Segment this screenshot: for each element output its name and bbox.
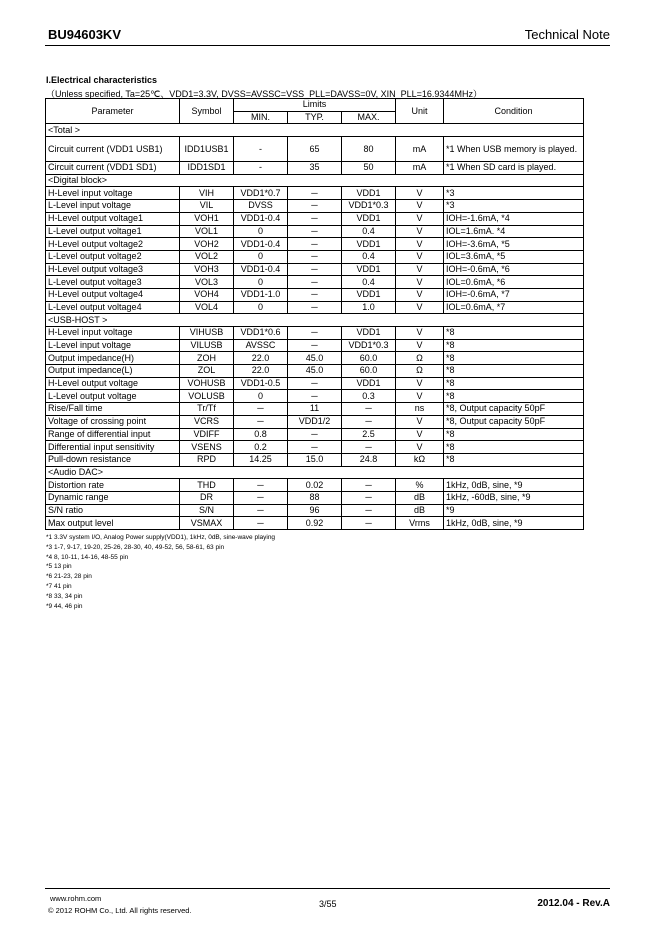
table-row bbox=[46, 238, 584, 251]
row-typ: ─ bbox=[288, 225, 342, 238]
footnote: *7 41 pin bbox=[46, 582, 72, 590]
row-max: VDD1 bbox=[342, 327, 396, 340]
row-min: VDD1-0.4 bbox=[234, 263, 288, 276]
table-row bbox=[46, 415, 584, 428]
row-typ: ─ bbox=[288, 301, 342, 314]
row-min: AVSSC bbox=[234, 339, 288, 352]
row-min: 0.2 bbox=[234, 441, 288, 454]
footer-url: www.rohm.com bbox=[50, 894, 102, 903]
row-unit: V bbox=[396, 390, 444, 403]
row-min: - bbox=[234, 137, 288, 162]
header-typ: TYP. bbox=[288, 111, 342, 124]
row-unit: V bbox=[396, 238, 444, 251]
row-parameter: Differential input sensitivity bbox=[46, 441, 180, 454]
section-conditions: （Unless specified, Ta=25℃、VDD1=3.3V, DVSS=AVSSC=VSS_PLL=DAVSS=0V, XIN_PLL=16.9344MHz） bbox=[46, 89, 482, 99]
row-condition: *8 bbox=[444, 390, 584, 403]
group-label: <Digital block> bbox=[46, 174, 584, 187]
row-min: ─ bbox=[234, 415, 288, 428]
row-parameter: Output impedance(L) bbox=[46, 365, 180, 378]
row-unit: V bbox=[396, 415, 444, 428]
header-symbol: Symbol bbox=[180, 99, 234, 124]
footnote: *1 3.3V system I/O, Analog Power supply(VDD1), 1kHz, 0dB, sine-wave playing bbox=[46, 534, 276, 541]
row-condition: *1 When USB memory is played. bbox=[444, 137, 584, 162]
row-max: ─ bbox=[342, 415, 396, 428]
table-row bbox=[46, 250, 584, 263]
row-min: VDD1-0.4 bbox=[234, 212, 288, 225]
footer-copyright: © 2012 ROHM Co., Ltd. All rights reserved. bbox=[48, 906, 192, 915]
row-typ: ─ bbox=[288, 441, 342, 454]
row-parameter: Rise/Fall time bbox=[46, 403, 180, 416]
row-condition: *8 bbox=[444, 339, 584, 352]
row-symbol: ZOL bbox=[180, 365, 234, 378]
row-unit: Vrms bbox=[396, 517, 444, 530]
table-row bbox=[46, 504, 584, 517]
row-min: 22.0 bbox=[234, 365, 288, 378]
row-typ: VDD1/2 bbox=[288, 415, 342, 428]
row-condition: *8, Output capacity 50pF bbox=[444, 403, 584, 416]
row-min: ─ bbox=[234, 504, 288, 517]
row-symbol: VOH1 bbox=[180, 212, 234, 225]
row-condition: IOL=1.6mA. *4 bbox=[444, 225, 584, 238]
row-symbol: VSMAX bbox=[180, 517, 234, 530]
group-row bbox=[46, 174, 584, 187]
row-unit: mA bbox=[396, 162, 444, 175]
row-parameter: Dynamic range bbox=[46, 491, 180, 504]
row-unit: V bbox=[396, 428, 444, 441]
row-condition: *9 bbox=[444, 504, 584, 517]
row-max: 50 bbox=[342, 162, 396, 175]
row-condition: *8, Output capacity 50pF bbox=[444, 415, 584, 428]
row-max: VDD1*0.3 bbox=[342, 339, 396, 352]
row-min: VDD1-1.0 bbox=[234, 288, 288, 301]
row-max: 80 bbox=[342, 137, 396, 162]
row-parameter: H-Level output voltage4 bbox=[46, 288, 180, 301]
row-min: VDD1-0.5 bbox=[234, 377, 288, 390]
row-typ: 0.02 bbox=[288, 479, 342, 492]
row-condition: *8 bbox=[444, 365, 584, 378]
row-max: 60.0 bbox=[342, 352, 396, 365]
group-row bbox=[46, 124, 584, 137]
table-row bbox=[46, 200, 584, 213]
row-parameter: Max output level bbox=[46, 517, 180, 530]
row-typ: 0.92 bbox=[288, 517, 342, 530]
row-max: 60.0 bbox=[342, 365, 396, 378]
row-condition: *8 bbox=[444, 377, 584, 390]
row-unit: V bbox=[396, 212, 444, 225]
row-parameter: L-Level output voltage2 bbox=[46, 250, 180, 263]
row-unit: V bbox=[396, 225, 444, 238]
electrical-characteristics-table bbox=[45, 98, 584, 530]
row-min: 0 bbox=[234, 390, 288, 403]
table-row bbox=[46, 212, 584, 225]
row-min: ─ bbox=[234, 517, 288, 530]
row-symbol: S/N bbox=[180, 504, 234, 517]
footnote: *6 21-23, 28 pin bbox=[46, 573, 92, 581]
row-typ: ─ bbox=[288, 212, 342, 225]
row-typ: ─ bbox=[288, 377, 342, 390]
row-unit: % bbox=[396, 479, 444, 492]
row-unit: mA bbox=[396, 137, 444, 162]
row-symbol: VILUSB bbox=[180, 339, 234, 352]
row-typ: 45.0 bbox=[288, 352, 342, 365]
row-unit: V bbox=[396, 276, 444, 289]
row-parameter: Voltage of crossing point bbox=[46, 415, 180, 428]
row-typ: ─ bbox=[288, 200, 342, 213]
group-label: <USB-HOST > bbox=[46, 314, 584, 327]
row-condition: *8 bbox=[444, 327, 584, 340]
row-unit: V bbox=[396, 301, 444, 314]
row-max: 2.5 bbox=[342, 428, 396, 441]
row-unit: V bbox=[396, 377, 444, 390]
row-min: ─ bbox=[234, 479, 288, 492]
row-typ: 45.0 bbox=[288, 365, 342, 378]
row-condition: 1kHz, 0dB, sine, *9 bbox=[444, 479, 584, 492]
row-min: 0 bbox=[234, 225, 288, 238]
row-parameter: H-Level input voltage bbox=[46, 327, 180, 340]
row-parameter: Circuit current (VDD1 SD1) bbox=[46, 162, 180, 175]
row-min: 0.8 bbox=[234, 428, 288, 441]
row-symbol: VIH bbox=[180, 187, 234, 200]
section-title: I.Electrical characteristics bbox=[46, 75, 158, 85]
group-label: <Audio DAC> bbox=[46, 466, 584, 479]
row-typ: ─ bbox=[288, 187, 342, 200]
row-symbol: VOL3 bbox=[180, 276, 234, 289]
row-min: ─ bbox=[234, 403, 288, 416]
row-symbol: Tr/Tf bbox=[180, 403, 234, 416]
row-max: ─ bbox=[342, 403, 396, 416]
row-condition: *8 bbox=[444, 453, 584, 466]
row-typ: ─ bbox=[288, 250, 342, 263]
header-min: MIN. bbox=[234, 111, 288, 124]
header-max: MAX. bbox=[342, 111, 396, 124]
row-min: ─ bbox=[234, 491, 288, 504]
row-unit: dB bbox=[396, 491, 444, 504]
row-unit: ns bbox=[396, 403, 444, 416]
header-unit: Unit bbox=[396, 99, 444, 124]
row-symbol: VIHUSB bbox=[180, 327, 234, 340]
table-body bbox=[46, 124, 584, 530]
row-typ: 96 bbox=[288, 504, 342, 517]
revision: 2012.04 - Rev.A bbox=[537, 898, 610, 909]
row-parameter: Output impedance(H) bbox=[46, 352, 180, 365]
row-max: 0.4 bbox=[342, 225, 396, 238]
row-max: ─ bbox=[342, 504, 396, 517]
footer-divider bbox=[45, 888, 610, 889]
row-condition: IOL=3.6mA, *5 bbox=[444, 250, 584, 263]
row-condition: 1kHz, 0dB, sine, *9 bbox=[444, 517, 584, 530]
row-parameter: L-Level input voltage bbox=[46, 200, 180, 213]
row-max: 0.4 bbox=[342, 276, 396, 289]
row-unit: dB bbox=[396, 504, 444, 517]
row-max: 0.4 bbox=[342, 250, 396, 263]
row-typ: ─ bbox=[288, 390, 342, 403]
row-symbol: VOH4 bbox=[180, 288, 234, 301]
row-min: DVSS bbox=[234, 200, 288, 213]
row-condition: *8 bbox=[444, 352, 584, 365]
row-parameter: L-Level output voltage bbox=[46, 390, 180, 403]
row-condition: *8 bbox=[444, 428, 584, 441]
table-row bbox=[46, 403, 584, 416]
row-parameter: Pull-down resistance bbox=[46, 453, 180, 466]
header-divider bbox=[45, 45, 610, 46]
row-condition: IOH=-0.6mA, *7 bbox=[444, 288, 584, 301]
row-min: - bbox=[234, 162, 288, 175]
row-typ: 15.0 bbox=[288, 453, 342, 466]
row-symbol: VOHUSB bbox=[180, 377, 234, 390]
row-symbol: VOL4 bbox=[180, 301, 234, 314]
table-row bbox=[46, 479, 584, 492]
row-typ: 11 bbox=[288, 403, 342, 416]
row-parameter: L-Level output voltage3 bbox=[46, 276, 180, 289]
row-typ: 88 bbox=[288, 491, 342, 504]
row-max: VDD1*0.3 bbox=[342, 200, 396, 213]
row-max: 0.3 bbox=[342, 390, 396, 403]
row-condition: *3 bbox=[444, 200, 584, 213]
row-parameter: Distortion rate bbox=[46, 479, 180, 492]
row-unit: V bbox=[396, 327, 444, 340]
row-parameter: H-Level output voltage2 bbox=[46, 238, 180, 251]
row-symbol: IDD1SD1 bbox=[180, 162, 234, 175]
row-parameter: L-Level output voltage1 bbox=[46, 225, 180, 238]
row-symbol: VOH2 bbox=[180, 238, 234, 251]
row-unit: Ω bbox=[396, 352, 444, 365]
row-parameter: Range of differential input bbox=[46, 428, 180, 441]
row-min: VDD1-0.4 bbox=[234, 238, 288, 251]
row-parameter: H-Level input voltage bbox=[46, 187, 180, 200]
table-row bbox=[46, 339, 584, 352]
table-row bbox=[46, 377, 584, 390]
header-condition: Condition bbox=[444, 99, 584, 124]
document-type: Technical Note bbox=[524, 27, 610, 42]
row-unit: V bbox=[396, 263, 444, 276]
footnote: *5 13 pin bbox=[46, 563, 72, 571]
footnote: *4 8, 10-11, 14-16, 48-55 pin bbox=[46, 553, 129, 561]
row-condition: IOH=-0.6mA, *6 bbox=[444, 263, 584, 276]
row-typ: ─ bbox=[288, 276, 342, 289]
row-unit: kΩ bbox=[396, 453, 444, 466]
row-unit: V bbox=[396, 200, 444, 213]
row-min: 22.0 bbox=[234, 352, 288, 365]
row-max: 24.8 bbox=[342, 453, 396, 466]
table-row bbox=[46, 187, 584, 200]
row-unit: V bbox=[396, 288, 444, 301]
group-row bbox=[46, 314, 584, 327]
table-row bbox=[46, 491, 584, 504]
row-min: VDD1*0.6 bbox=[234, 327, 288, 340]
row-max: 1.0 bbox=[342, 301, 396, 314]
row-max: VDD1 bbox=[342, 263, 396, 276]
table-row bbox=[46, 365, 584, 378]
row-unit: V bbox=[396, 187, 444, 200]
row-max: VDD1 bbox=[342, 212, 396, 225]
footnotes bbox=[46, 533, 275, 611]
table-row bbox=[46, 263, 584, 276]
footnote: *8 33, 34 pin bbox=[46, 592, 83, 600]
footnote: *3 1-7, 9-17, 19-20, 25-26, 28-30, 40, 49-52, 56, 58-61, 63 pin bbox=[46, 543, 225, 551]
row-unit: V bbox=[396, 441, 444, 454]
table-row bbox=[46, 517, 584, 530]
table-row bbox=[46, 453, 584, 466]
row-unit: Ω bbox=[396, 365, 444, 378]
row-condition: *8 bbox=[444, 441, 584, 454]
row-typ: ─ bbox=[288, 339, 342, 352]
row-symbol: VOH3 bbox=[180, 263, 234, 276]
row-max: ─ bbox=[342, 479, 396, 492]
group-label: <Total > bbox=[46, 124, 584, 137]
table-row bbox=[46, 352, 584, 365]
row-parameter: H-Level output voltage bbox=[46, 377, 180, 390]
row-symbol: VSENS bbox=[180, 441, 234, 454]
table-row bbox=[46, 428, 584, 441]
page-number: 3/55 bbox=[319, 899, 337, 909]
header-parameter: Parameter bbox=[46, 99, 180, 124]
part-number: BU94603KV bbox=[48, 27, 121, 42]
row-condition: *3 bbox=[444, 187, 584, 200]
table-row bbox=[46, 288, 584, 301]
row-typ: ─ bbox=[288, 288, 342, 301]
row-max: ─ bbox=[342, 441, 396, 454]
row-symbol: RPD bbox=[180, 453, 234, 466]
table-row bbox=[46, 162, 584, 175]
row-min: 0 bbox=[234, 276, 288, 289]
table-row bbox=[46, 276, 584, 289]
row-symbol: VCRS bbox=[180, 415, 234, 428]
table-row bbox=[46, 301, 584, 314]
row-unit: V bbox=[396, 250, 444, 263]
footnote: *9 44, 46 pin bbox=[46, 602, 83, 610]
row-max: VDD1 bbox=[342, 377, 396, 390]
row-symbol: ZOH bbox=[180, 352, 234, 365]
row-min: 14.25 bbox=[234, 453, 288, 466]
row-symbol: VDIFF bbox=[180, 428, 234, 441]
row-condition: IOL=0.6mA, *7 bbox=[444, 301, 584, 314]
row-symbol: VOL2 bbox=[180, 250, 234, 263]
row-condition: *1 When SD card is played. bbox=[444, 162, 584, 175]
row-max: VDD1 bbox=[342, 288, 396, 301]
table-row bbox=[46, 441, 584, 454]
row-typ: 35 bbox=[288, 162, 342, 175]
row-typ: ─ bbox=[288, 263, 342, 276]
row-min: 0 bbox=[234, 250, 288, 263]
row-symbol: DR bbox=[180, 491, 234, 504]
row-condition: IOH=-1.6mA, *4 bbox=[444, 212, 584, 225]
row-max: VDD1 bbox=[342, 238, 396, 251]
row-min: VDD1*0.7 bbox=[234, 187, 288, 200]
row-max: VDD1 bbox=[342, 187, 396, 200]
row-condition: IOL=0.6mA, *6 bbox=[444, 276, 584, 289]
row-max: ─ bbox=[342, 491, 396, 504]
row-symbol: VOL1 bbox=[180, 225, 234, 238]
row-typ: ─ bbox=[288, 428, 342, 441]
table-row bbox=[46, 137, 584, 162]
row-parameter: Circuit current (VDD1 USB1) bbox=[46, 137, 180, 162]
row-unit: V bbox=[396, 339, 444, 352]
row-typ: 65 bbox=[288, 137, 342, 162]
row-symbol: THD bbox=[180, 479, 234, 492]
row-parameter: H-Level output voltage1 bbox=[46, 212, 180, 225]
row-min: 0 bbox=[234, 301, 288, 314]
header-limits: Limits bbox=[234, 99, 396, 112]
row-parameter: L-Level input voltage bbox=[46, 339, 180, 352]
row-max: ─ bbox=[342, 517, 396, 530]
table-row bbox=[46, 327, 584, 340]
row-condition: IOH=-3.6mA, *5 bbox=[444, 238, 584, 251]
row-symbol: VOLUSB bbox=[180, 390, 234, 403]
group-row bbox=[46, 466, 584, 479]
row-typ: ─ bbox=[288, 238, 342, 251]
row-condition: 1kHz, -60dB, sine, *9 bbox=[444, 491, 584, 504]
row-parameter: H-Level output voltage3 bbox=[46, 263, 180, 276]
row-parameter: L-Level output voltage4 bbox=[46, 301, 180, 314]
table-row bbox=[46, 390, 584, 403]
row-symbol: VIL bbox=[180, 200, 234, 213]
row-symbol: IDD1USB1 bbox=[180, 137, 234, 162]
row-typ: ─ bbox=[288, 327, 342, 340]
table-row bbox=[46, 225, 584, 238]
row-parameter: S/N ratio bbox=[46, 504, 180, 517]
